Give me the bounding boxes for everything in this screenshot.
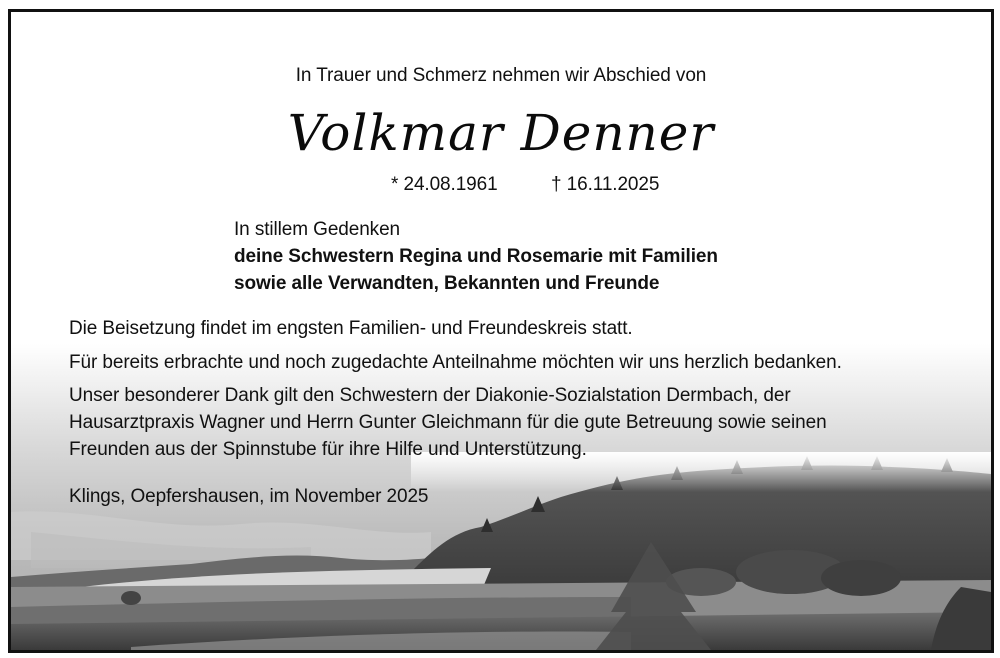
- thanks-note: Für bereits erbrachte und noch zugedachte Anteilnahme möchten wir uns herzlich bedanken.: [69, 352, 842, 373]
- mourners-others: sowie alle Verwandten, Bekannten und Freunde: [234, 273, 660, 294]
- place-and-date: Klings, Oepfershausen, im November 2025: [69, 486, 429, 507]
- death-date: † 16.11.2025: [551, 174, 660, 195]
- intro-line: In Trauer und Schmerz nehmen wir Abschied von: [295, 65, 707, 86]
- burial-note: Die Beisetzung findet im engsten Familien- und Freundeskreis statt.: [69, 318, 633, 339]
- mourners-intro: In stillem Gedenken: [234, 219, 401, 240]
- special-thanks-line: Freunden aus der Spinnstube für ihre Hilfe und Unterstützung.: [69, 439, 587, 460]
- obituary-card: [8, 9, 994, 653]
- deceased-name: Volkmar Denner: [287, 104, 715, 162]
- mourners-family: deine Schwestern Regina und Rosemarie mit Familien: [234, 246, 718, 267]
- birth-date: * 24.08.1961: [391, 174, 498, 195]
- special-thanks-line: Unser besonderer Dank gilt den Schwestern der Diakonie-Sozialstation Dermbach, der: [69, 385, 791, 406]
- special-thanks-line: Hausarztpraxis Wagner und Herrn Gunter Gleichmann für die gute Betreuung sowie seinen: [69, 412, 827, 433]
